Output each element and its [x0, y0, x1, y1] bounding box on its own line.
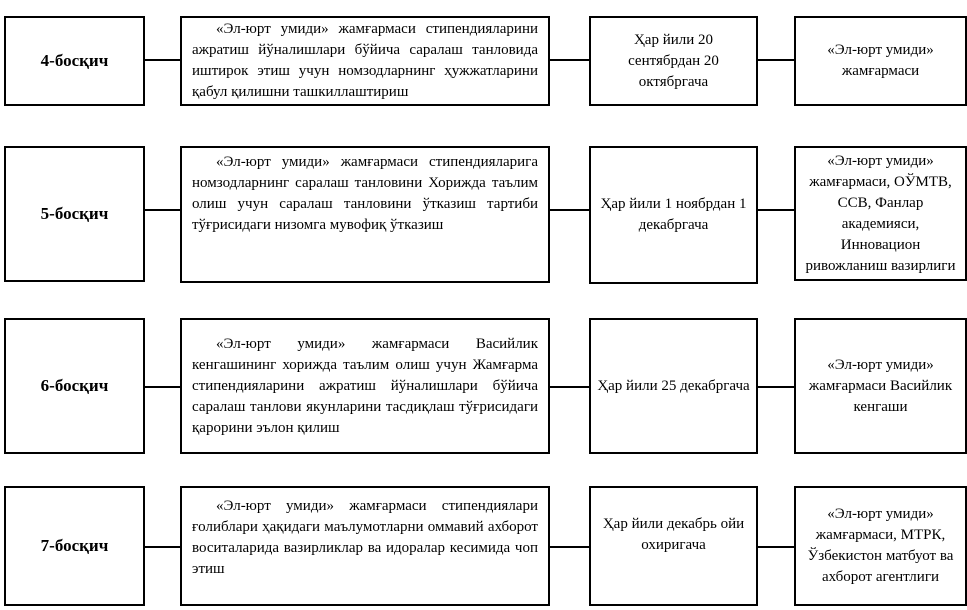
connector: [145, 546, 180, 548]
stage-6-box: [4, 318, 145, 454]
stage-label: 4-босқич: [40, 51, 109, 70]
stage-label: 6-босқич: [40, 376, 109, 395]
stage-label: 7-босқич: [40, 536, 109, 555]
stage-label: 5-босқич: [40, 204, 109, 223]
stage-5-box: [4, 146, 145, 282]
stage-7-box: [4, 486, 145, 606]
responsible-text: «Эл-юрт умиди» жамғармаси Васийлик кенгаши: [808, 356, 953, 415]
connector: [145, 209, 180, 211]
description-text: «Эл-юрт умиди» жамғармаси Васийлик кенгашининг хорижда таълим олиш учун Жамғарма стипендияларини ажратиш йўналишлари бўйича саралаш танлови якунларини тасдиқлаш тўғрисидаги қарорини эълон қилиш: [192, 335, 538, 436]
description-text: «Эл-юрт умиди» жамғармаси стипендияларини ажратиш йўналишлари бўйича саралаш танловида иштирок этиш учун номзодларнинг ҳужжатларини қабул қилишни ташкиллаштириш: [192, 21, 538, 100]
stage-6-responsible-box: [794, 318, 967, 454]
connector: [550, 59, 589, 61]
stage-6-term-box: [589, 318, 758, 454]
responsible-text: «Эл-юрт умиди» жамғармаси, ОЎМТВ, ССВ, Фанлар академияси, Инновацион ривожланиш вазирлиги: [805, 152, 956, 274]
stage-4-responsible-box: [794, 16, 967, 106]
stage-7-term-box: [589, 486, 758, 606]
term-text: Ҳар йили 1 ноябрдан 1 декабргача: [600, 196, 747, 233]
stage-7-description-box: [180, 486, 550, 606]
responsible-text: «Эл-юрт умиди» жамғармаси: [827, 42, 934, 79]
stage-5-term-box: [589, 146, 758, 284]
description-text: «Эл-юрт умиди» жамғармаси стипендияларига номзодларнинг саралаш танловини Хорижда таълим олиш учун саралаш танловини ўтказиш тартиби тўғрисидаги низомга мувофиқ ўтказиш: [192, 154, 538, 233]
term-text: Ҳар йили 20 сентябрдан 20 октябргача: [628, 31, 719, 90]
connector: [758, 546, 794, 548]
connector: [145, 59, 180, 61]
stage-5-responsible-box: [794, 146, 967, 281]
connector: [758, 59, 794, 61]
connector: [758, 386, 794, 388]
connector: [550, 546, 589, 548]
term-text: Ҳар йили 25 декабргача: [597, 377, 750, 394]
stage-5-description-box: [180, 146, 550, 283]
stage-7-responsible-box: [794, 486, 967, 606]
connector: [550, 386, 589, 388]
connector: [550, 209, 589, 211]
connector: [758, 209, 794, 211]
connector: [145, 386, 180, 388]
stage-4-description-box: [180, 16, 550, 106]
term-text: Ҳар йили декабрь ойи охиригача: [602, 516, 745, 553]
responsible-text: «Эл-юрт умиди» жамғармаси, МТРК, Ўзбекистон матбуот ва ахборот агентлиги: [807, 506, 954, 585]
stage-4-term-box: [589, 16, 758, 106]
stage-4-box: [4, 16, 145, 106]
stage-6-description-box: [180, 318, 550, 454]
description-text: «Эл-юрт умиди» жамғармаси стипендиялари ғолиблари ҳақидаги маълумотларни оммавий ахборот воситаларида вазирликлар ва идоралар кесимида чоп этиш: [192, 498, 538, 577]
